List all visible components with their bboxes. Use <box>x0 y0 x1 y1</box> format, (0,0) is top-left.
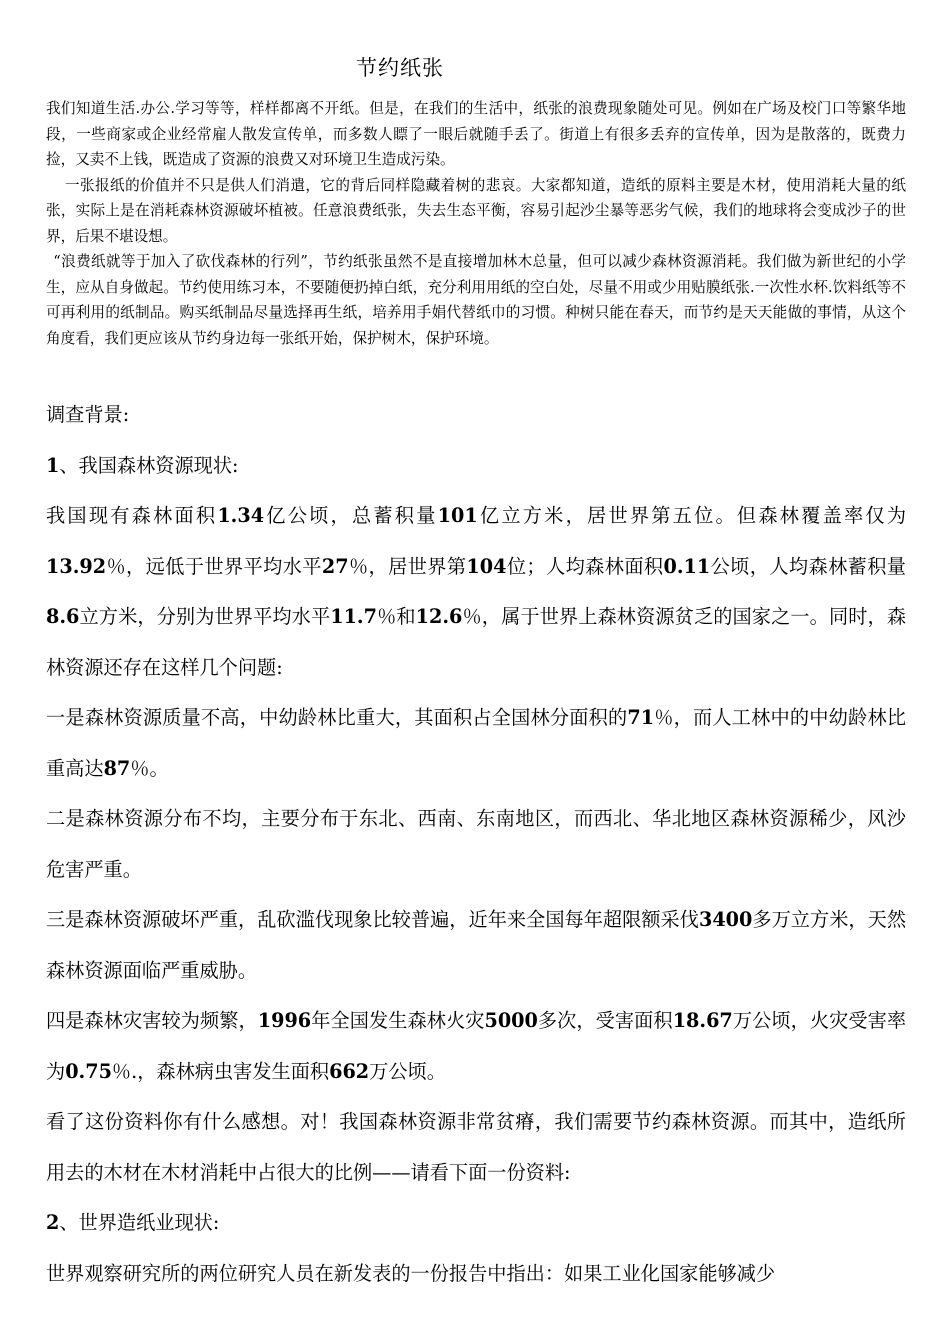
page-title: 节约纸张 <box>356 56 444 80</box>
heading-paper-industry: 2、世界造纸业现状: <box>46 1211 220 1234</box>
problem-3-paragraph: 三是森林资源破坏严重，乱砍滥伐现象比较普遍，近年来全国每年超限额采伐3400多万立方米，天然森林资源面临严重威胁。 <box>46 908 907 982</box>
intro-paragraph-1: 我们知道生活.办公.学习等等，样样都离不开纸。但是，在我们的生活中，纸张的浪费现象随处可见。例如在广场及校门口等繁华地段，一些商家或企业经常雇人散发宣传单，而多数人瞟了一眼后就随手丢了。街道上有很多丢弃的宣传单，因为是散落的，既费力捡，又卖不上钱，既造成了资源的浪费又对环境卫生造成污染。 <box>46 100 906 168</box>
intro-paragraph-2: 一张报纸的价值并不只是供人们消遣，它的背后同样隐藏着树的悲哀。大家都知道，造纸的原料主要是木材，使用消耗大量的纸张，实际上是在消耗森林资源破坏植被。任意浪费纸张，失去生态平衡，容易引起沙尘暴等恶劣气候，我们的地球将会变成沙子的世界，后果不堪设想。 <box>46 176 906 245</box>
paper-industry-paragraph: 世界观察研究所的两位研究人员在新发表的一份报告中指出：如果工业化国家能够减少 <box>46 1261 776 1285</box>
section-survey-heading: 调查背景: <box>46 403 130 426</box>
intro-section <box>46 96 906 351</box>
heading-forest-status: 1、我国森林资源现状: <box>46 453 239 477</box>
reflection-paragraph: 看了这份资料你有什么感想。对！我国森林资源非常贫瘠，我们需要节约森林资源。而其中，造纸所用去的木材在木材消耗中占很大的比例——请看下面一份资料: <box>46 1110 906 1184</box>
problem-4-paragraph: 四是森林灾害较为频繁，1996年全国发生森林火灾5000多次，受害面积18.67万公顷，火灾受害率为0.75％.，森林病虫害发生面积662万公顷。 <box>46 1009 907 1083</box>
problem-2-paragraph: 二是森林资源分布不均，主要分布于东北、西南、东南地区，而西北、华北地区森林资源稀少，风沙危害严重。 <box>46 807 906 881</box>
intro-paragraph-3: “浪费纸就等于加入了砍伐森林的行列”，节约纸张虽然不是直接增加林木总量，但可以减少森林资源消耗。我们做为新世纪的小学生，应从自身做起。节约使用练习本，不要随便扔掉白纸，充分利用用纸的空白处，尽量不用或少用贴膜纸张.一次性水杯.饮料纸等不可再利用的纸制品。购买纸制品尽量选择再生纸，培养用手娟代替纸巾的习惯。种树只能在春天，而节约是天天能做的事情，从这个角度看，我们更应该从节约身边每一张纸开始，保护树木，保护环境。 <box>46 253 906 347</box>
problem-1-paragraph: 一是森林资源质量不高，中幼龄林比重大，其面积占全国林分面积的71％，而人工林中的中幼龄林比重高达87％。 <box>46 706 907 780</box>
survey-section <box>46 390 906 1299</box>
forest-status-paragraph: 我国现有森林面积1.34亿公顷，总蓄积量101亿立方米，居世界第五位。但森林覆盖率仅为13.92％，远低于世界平均水平27％，居世界第104位；人均森林面积0.11公顷，人均森林蓄积量8.6立方米，分别为世界平均水平11.7％和12.6％，属于世界上森林资源贫乏的国家之一。同时，森林资源还存在这样几个问题: <box>46 504 907 679</box>
